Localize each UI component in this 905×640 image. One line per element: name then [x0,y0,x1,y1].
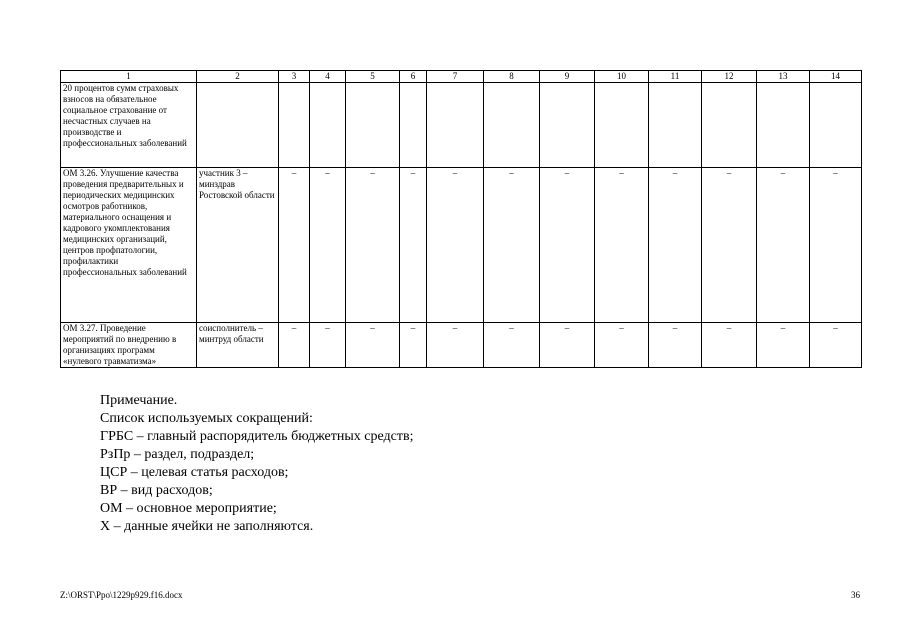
value-cell: – [484,323,540,368]
value-cell: – [279,168,310,323]
value-cell: – [400,168,427,323]
value-cell: – [484,168,540,323]
table-row [61,83,862,168]
value-cell: – [810,168,862,323]
note-item: ЦСР – целевая статья расходов; [100,465,289,480]
column-header: 4 [310,71,346,83]
measure-name-cell: ОМ 3.27. Проведение мероприятий по внедрению в организациях программ «нулевого травматизма» [61,323,197,368]
table-row [61,323,862,368]
executor-cell [197,83,279,168]
abbreviations-note [100,392,413,536]
column-header: 6 [400,71,427,83]
table-header-row [61,71,862,83]
column-header: 10 [595,71,649,83]
column-header: 9 [540,71,595,83]
measure-name-cell: ОМ 3.26. Улучшение качества проведения предварительных и периодических медицинских осмотров работников, материального оснащения и кадрового укомплектования медицинских организаций, центров профпатологии, профилактики профессиональных заболеваний [61,168,197,323]
column-header: 7 [427,71,484,83]
value-cell: – [540,168,595,323]
column-header: 5 [346,71,400,83]
value-cell [400,83,427,168]
executor-cell: соисполнитель – минтруд области [197,323,279,368]
value-cell: – [757,323,810,368]
value-cell [702,83,757,168]
value-cell [757,83,810,168]
value-cell: – [649,323,702,368]
table-row [61,168,862,323]
column-header: 13 [757,71,810,83]
column-header: 8 [484,71,540,83]
value-cell: – [427,323,484,368]
column-header: 12 [702,71,757,83]
value-cell [346,83,400,168]
value-cell: – [702,168,757,323]
column-header: 2 [197,71,279,83]
column-header: 1 [61,71,197,83]
note-item: ВР – вид расходов; [100,483,213,498]
value-cell: – [400,323,427,368]
value-cell [427,83,484,168]
value-cell: – [540,323,595,368]
value-cell: – [346,323,400,368]
footer-file-path: Z:\ORST\Ppo\1229p929.f16.docx [60,590,183,600]
note-title: Примечание. [100,393,178,408]
value-cell: – [310,323,346,368]
value-cell [810,83,862,168]
value-cell: – [310,168,346,323]
column-header: 3 [279,71,310,83]
note-item: ОМ – основное мероприятие; [100,501,277,516]
value-cell: – [702,323,757,368]
page-number: 36 [851,590,860,600]
column-header: 14 [810,71,862,83]
note-item: ГРБС – главный распорядитель бюджетных средств; [100,429,414,444]
column-header: 11 [649,71,702,83]
note-item: Х – данные ячейки не заполняются. [100,519,314,534]
value-cell: – [649,168,702,323]
value-cell [595,83,649,168]
value-cell: – [595,323,649,368]
value-cell: – [595,168,649,323]
note-subtitle: Список используемых сокращений: [100,411,313,426]
value-cell: – [279,323,310,368]
budget-table [60,70,862,368]
value-cell [279,83,310,168]
value-cell [649,83,702,168]
note-item: РзПр – раздел, подраздел; [100,447,255,462]
value-cell: – [810,323,862,368]
executor-cell: участник 3 – минздрав Ростовской области [197,168,279,323]
value-cell: – [346,168,400,323]
measure-name-cell: 20 процентов сумм страховых взносов на обязательное социальное страхование от несчастных случаев на производстве и профессиональных заболеваний [61,83,197,168]
value-cell: – [757,168,810,323]
value-cell [540,83,595,168]
value-cell [310,83,346,168]
value-cell: – [427,168,484,323]
value-cell [484,83,540,168]
